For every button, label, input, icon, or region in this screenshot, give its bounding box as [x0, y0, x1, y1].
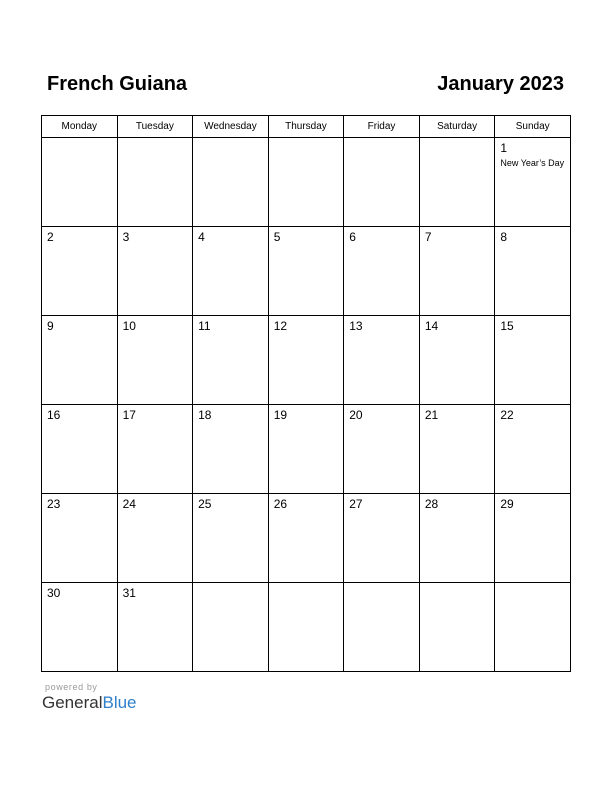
day-cell	[193, 227, 269, 316]
day-number: 23	[47, 497, 61, 511]
day-number: 1	[500, 141, 508, 155]
day-cell	[117, 583, 193, 672]
day-number: 19	[273, 408, 288, 422]
day-number: 25	[198, 497, 212, 511]
day-cell	[344, 405, 420, 494]
holiday-label	[118, 511, 193, 512]
holiday-label	[495, 422, 570, 423]
week-row	[42, 316, 571, 405]
day-number: 27	[349, 497, 363, 511]
holiday-label	[118, 600, 193, 601]
day-number: 6	[349, 230, 356, 244]
holiday-label	[344, 422, 419, 423]
holiday-label	[344, 511, 419, 512]
brand-name-general: General	[42, 693, 103, 712]
day-number: 8	[500, 230, 508, 244]
holiday-label	[118, 422, 193, 423]
day-cell	[268, 494, 344, 583]
holiday-label	[420, 586, 495, 587]
day-cell	[495, 138, 571, 227]
day-number: 14	[424, 319, 439, 333]
weekday-header: Thursday	[268, 116, 344, 138]
day-cell	[42, 494, 118, 583]
day-number: 22	[500, 408, 514, 422]
holiday-label	[420, 141, 495, 142]
holiday-label	[269, 511, 344, 512]
day-cell	[42, 138, 118, 227]
day-number: 11	[198, 319, 211, 333]
day-cell	[42, 405, 118, 494]
day-number: 26	[273, 497, 288, 511]
holiday-label	[269, 422, 344, 423]
day-cell	[193, 583, 269, 672]
day-cell	[42, 227, 118, 316]
day-cell	[419, 138, 495, 227]
day-number: 12	[273, 319, 288, 333]
day-cell	[419, 227, 495, 316]
holiday-label	[269, 586, 344, 587]
holiday-label	[420, 422, 495, 423]
day-number: 18	[198, 408, 212, 422]
week-row	[42, 138, 571, 227]
day-number: 16	[47, 408, 61, 422]
day-number: 13	[349, 319, 363, 333]
day-cell	[268, 138, 344, 227]
day-number: 5	[273, 230, 281, 244]
holiday-label	[420, 244, 495, 245]
weekday-header: Friday	[344, 116, 420, 138]
day-cell	[193, 405, 269, 494]
weekday-header: Sunday	[495, 116, 571, 138]
day-cell	[193, 494, 269, 583]
day-cell	[344, 227, 420, 316]
country-title: French Guiana	[47, 73, 188, 95]
day-number: 3	[122, 230, 130, 244]
holiday-label	[42, 244, 117, 245]
day-number: 20	[349, 408, 363, 422]
day-number: 2	[47, 230, 54, 244]
day-cell	[268, 316, 344, 405]
day-cell	[193, 138, 269, 227]
month-year-title: January 2023	[437, 73, 564, 95]
week-row	[42, 583, 571, 672]
day-cell	[344, 138, 420, 227]
holiday-label	[344, 586, 419, 587]
holiday-label	[193, 422, 268, 423]
holiday-label	[495, 244, 570, 245]
holiday-label	[42, 511, 117, 512]
week-row	[42, 494, 571, 583]
day-cell	[42, 583, 118, 672]
day-number: 7	[424, 230, 432, 244]
weekday-header-row	[42, 116, 571, 138]
holiday-label	[193, 141, 268, 142]
holiday-label	[269, 141, 344, 142]
day-number: 29	[500, 497, 514, 511]
holiday-label	[42, 422, 117, 423]
holiday-label	[118, 141, 193, 142]
holiday-label	[193, 244, 268, 245]
holiday-label	[42, 141, 117, 142]
day-cell	[117, 138, 193, 227]
day-number: 21	[424, 408, 439, 422]
day-number: 15	[500, 319, 514, 333]
day-cell	[117, 405, 193, 494]
holiday-label	[420, 333, 495, 334]
holiday-label	[193, 586, 268, 587]
day-cell	[42, 316, 118, 405]
day-cell	[268, 405, 344, 494]
day-cell	[419, 583, 495, 672]
calendar-grid	[41, 115, 571, 672]
day-cell	[495, 227, 571, 316]
week-row	[42, 227, 571, 316]
day-cell	[419, 405, 495, 494]
weekday-header: Monday	[42, 116, 118, 138]
day-cell	[117, 494, 193, 583]
holiday-label	[495, 333, 570, 334]
day-cell	[193, 316, 269, 405]
day-cell	[344, 583, 420, 672]
powered-by-label: powered by	[45, 682, 98, 692]
day-cell	[117, 227, 193, 316]
holiday-label	[269, 333, 344, 334]
day-cell	[268, 583, 344, 672]
holiday-label	[42, 600, 117, 601]
day-cell	[419, 316, 495, 405]
day-cell	[117, 316, 193, 405]
generalblue-logo[interactable]	[42, 693, 137, 713]
week-row	[42, 405, 571, 494]
day-cell	[419, 494, 495, 583]
holiday-label	[344, 141, 419, 142]
day-cell	[495, 316, 571, 405]
holiday-label	[42, 333, 117, 334]
day-cell	[344, 316, 420, 405]
day-number: 10	[122, 319, 136, 333]
day-number: 30	[47, 586, 61, 600]
holiday-label	[193, 511, 268, 512]
holiday-label	[495, 511, 570, 512]
day-cell	[268, 227, 344, 316]
day-number: 31	[122, 586, 136, 600]
holiday-label	[118, 333, 193, 334]
holiday-label	[344, 244, 419, 245]
weekday-header: Saturday	[419, 116, 495, 138]
day-number: 4	[198, 230, 205, 244]
day-number: 28	[424, 497, 439, 511]
brand-name-blue: Blue	[102, 693, 137, 712]
holiday-label	[269, 244, 344, 245]
holiday-label	[495, 586, 570, 587]
holiday-label	[344, 333, 419, 334]
day-number: 17	[122, 408, 136, 422]
holiday-label	[118, 244, 193, 245]
weekday-header: Wednesday	[193, 116, 269, 138]
day-cell	[495, 405, 571, 494]
holiday-label	[193, 333, 268, 334]
day-cell	[495, 583, 571, 672]
holiday-label	[420, 511, 495, 512]
day-cell	[344, 494, 420, 583]
weekday-header: Tuesday	[117, 116, 193, 138]
day-number: 24	[122, 497, 136, 511]
day-cell	[495, 494, 571, 583]
holiday-label: New Year’s Day	[500, 158, 565, 168]
day-number: 9	[47, 319, 54, 333]
